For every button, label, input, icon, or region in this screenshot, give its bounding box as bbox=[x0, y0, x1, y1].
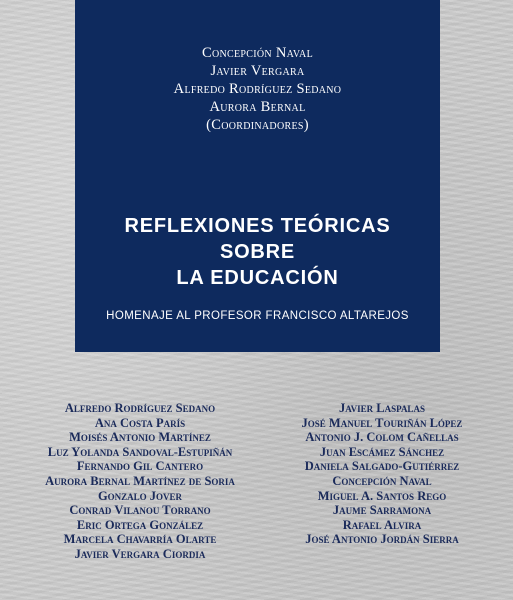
author-name: Daniela Salgado-Gutiérrez bbox=[304, 459, 460, 474]
coordinator-name: Alfredo Rodríguez Sedano bbox=[173, 81, 342, 97]
coordinators-block bbox=[75, 44, 440, 134]
title-line: SOBRE bbox=[219, 241, 296, 263]
author-name: Juan Escámez Sánchez bbox=[319, 444, 445, 459]
author-name: José Manuel Touriñán López bbox=[301, 415, 463, 430]
author-name: Gonzalo Jover bbox=[97, 488, 183, 503]
author-name: Concepción Naval bbox=[332, 473, 432, 488]
author-name: Jaume Sarramona bbox=[332, 503, 432, 518]
author-name: Luz Yolanda Sandoval-Estupiñán bbox=[47, 444, 233, 459]
author-name: Moisés Antonio Martínez bbox=[69, 430, 211, 445]
coordinators-label: (Coordinadores) bbox=[206, 117, 309, 133]
author-name: Conrad Vilanou Torrano bbox=[69, 503, 211, 518]
author-name: Miguel A. Santos Rego bbox=[317, 488, 447, 503]
author-name: Rafael Alvira bbox=[342, 517, 422, 532]
author-name: Marcela Chavarría Olarte bbox=[63, 532, 217, 547]
coordinator-name: Aurora Bernal bbox=[209, 99, 306, 115]
author-name: Javier Vergara Ciordia bbox=[74, 546, 206, 561]
book-title bbox=[75, 213, 440, 291]
author-name: Fernando Gil Cantero bbox=[76, 459, 204, 474]
author-name: José Antonio Jordán Sierra bbox=[305, 532, 459, 547]
title-line: REFLEXIONES TEÓRICAS bbox=[124, 215, 391, 237]
author-name: Alfredo Rodríguez Sedano bbox=[64, 401, 216, 415]
author-name: Eric Ortega González bbox=[76, 517, 204, 532]
coordinator-name: Javier Vergara bbox=[210, 63, 305, 79]
title-line: LA EDUCACIÓN bbox=[176, 267, 339, 289]
title-panel bbox=[75, 0, 440, 352]
coordinator-name: Concepción Naval bbox=[202, 45, 313, 61]
author-name: Ana Costa París bbox=[94, 415, 186, 430]
author-name: Aurora Bernal Martínez de Soria bbox=[45, 473, 235, 488]
author-name: Javier Laspalas bbox=[339, 401, 425, 415]
authors-left-column bbox=[22, 401, 258, 562]
book-subtitle: HOMENAJE AL PROFESOR FRANCISCO ALTAREJOS bbox=[106, 310, 409, 322]
author-name: Antonio J. Colom Cañellas bbox=[305, 430, 459, 445]
authors-right-column bbox=[262, 401, 502, 547]
